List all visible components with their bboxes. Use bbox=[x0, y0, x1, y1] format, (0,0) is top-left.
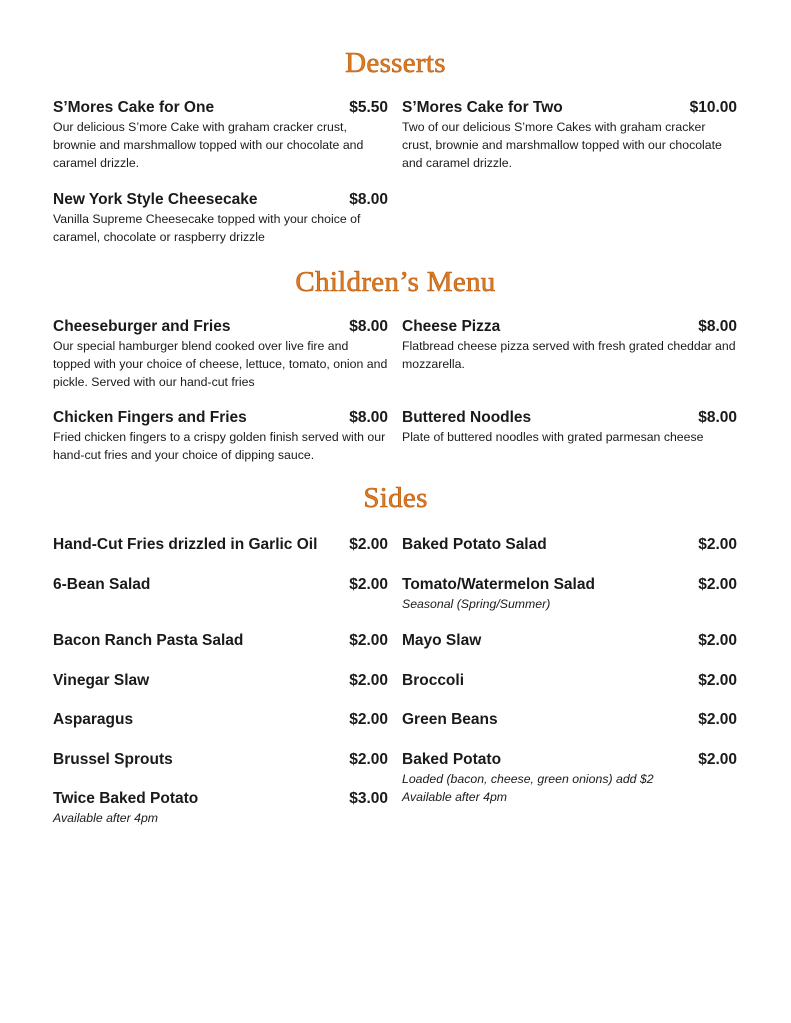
item-name: Cheeseburger and Fries bbox=[53, 318, 231, 335]
item-name: Bacon Ranch Pasta Salad bbox=[53, 632, 244, 649]
item-description: Vanilla Supreme Cheesecake topped with your choice of caramel, chocolate or raspberry drizzle bbox=[53, 212, 361, 244]
item-price: $2.00 bbox=[349, 711, 388, 728]
side-item bbox=[53, 575, 388, 595]
item-name: Tomato/Watermelon Salad bbox=[402, 576, 595, 593]
item-description: Two of our delicious S’more Cakes with graham cracker crust, brownie and marshmallow topped with our chocolate and caramel drizzle. bbox=[402, 120, 722, 170]
item-name: Chicken Fingers and Fries bbox=[53, 409, 247, 426]
item-note: Seasonal (Spring/Summer) bbox=[402, 597, 551, 611]
item-name: Cheese Pizza bbox=[402, 318, 501, 335]
item-name: New York Style Cheesecake bbox=[53, 191, 258, 208]
item-price: $2.00 bbox=[698, 751, 737, 768]
item-price: $8.00 bbox=[698, 318, 737, 335]
item-name: Brussel Sprouts bbox=[53, 751, 173, 768]
side-item bbox=[53, 789, 388, 827]
side-item bbox=[402, 535, 737, 555]
item-price: $8.00 bbox=[349, 191, 388, 208]
menu-item bbox=[53, 317, 388, 391]
item-price: $2.00 bbox=[698, 632, 737, 649]
sides-title: Sides bbox=[363, 482, 428, 514]
side-item bbox=[53, 535, 388, 555]
item-price: $2.00 bbox=[349, 751, 388, 768]
item-name: Green Beans bbox=[402, 711, 498, 728]
side-item bbox=[402, 710, 737, 730]
item-name: Asparagus bbox=[53, 711, 134, 728]
item-price: $8.00 bbox=[349, 318, 388, 335]
side-item bbox=[402, 631, 737, 651]
menu-item bbox=[402, 408, 737, 446]
item-description: Our delicious S’more Cake with graham cracker crust, brownie and marshmallow topped with our chocolate and caramel drizzle. bbox=[53, 120, 364, 170]
item-name: Baked Potato Salad bbox=[402, 536, 547, 553]
desserts-title: Desserts bbox=[345, 47, 446, 79]
side-item bbox=[53, 710, 388, 730]
item-description: Flatbread cheese pizza served with fresh grated cheddar and mozzarella. bbox=[402, 339, 736, 371]
menu-item bbox=[53, 98, 388, 172]
item-description: Our special hamburger blend cooked over live fire and topped with your choice of cheese, lettuce, tomato, onion and pickle. Served with our hand-cut fries bbox=[53, 339, 388, 389]
item-price: $10.00 bbox=[689, 99, 737, 116]
item-name: Vinegar Slaw bbox=[53, 672, 150, 689]
menu-item bbox=[53, 408, 388, 464]
menu-item bbox=[402, 317, 737, 373]
item-price: $3.00 bbox=[349, 790, 388, 807]
item-price: $2.00 bbox=[698, 576, 737, 593]
item-price: $2.00 bbox=[698, 536, 737, 553]
menu-item bbox=[402, 98, 737, 172]
item-price: $2.00 bbox=[349, 672, 388, 689]
item-price: $2.00 bbox=[349, 536, 388, 553]
item-note: Available after 4pm bbox=[402, 790, 508, 804]
side-item bbox=[53, 750, 388, 770]
side-item bbox=[402, 575, 737, 613]
item-name: S’Mores Cake for Two bbox=[402, 99, 563, 116]
item-name: Mayo Slaw bbox=[402, 632, 482, 649]
item-price: $8.00 bbox=[698, 409, 737, 426]
item-description: Fried chicken fingers to a crispy golden finish served with our hand-cut fries and your choice of dipping sauce. bbox=[53, 430, 386, 462]
item-name: S’Mores Cake for One bbox=[53, 99, 215, 116]
item-price: $2.00 bbox=[698, 672, 737, 689]
item-price: $2.00 bbox=[349, 632, 388, 649]
menu-item bbox=[53, 190, 388, 246]
item-name: Baked Potato bbox=[402, 751, 502, 768]
side-item bbox=[402, 750, 737, 806]
item-note: Loaded (bacon, cheese, green onions) add $2 bbox=[402, 772, 654, 786]
side-item bbox=[402, 671, 737, 691]
side-item bbox=[53, 671, 388, 691]
item-name: Hand-Cut Fries drizzled in Garlic Oil bbox=[53, 536, 318, 553]
side-item bbox=[53, 631, 388, 651]
item-price: $2.00 bbox=[698, 711, 737, 728]
item-price: $2.00 bbox=[349, 576, 388, 593]
item-description: Plate of buttered noodles with grated parmesan cheese bbox=[402, 430, 704, 444]
item-name: 6-Bean Salad bbox=[53, 576, 151, 593]
item-name: Broccoli bbox=[402, 672, 465, 689]
childrens-menu-title: Children’s Menu bbox=[295, 266, 496, 298]
item-name: Buttered Noodles bbox=[402, 409, 532, 426]
item-price: $8.00 bbox=[349, 409, 388, 426]
item-name: Twice Baked Potato bbox=[53, 790, 199, 807]
item-price: $5.50 bbox=[349, 99, 388, 116]
item-note: Available after 4pm bbox=[53, 811, 159, 825]
